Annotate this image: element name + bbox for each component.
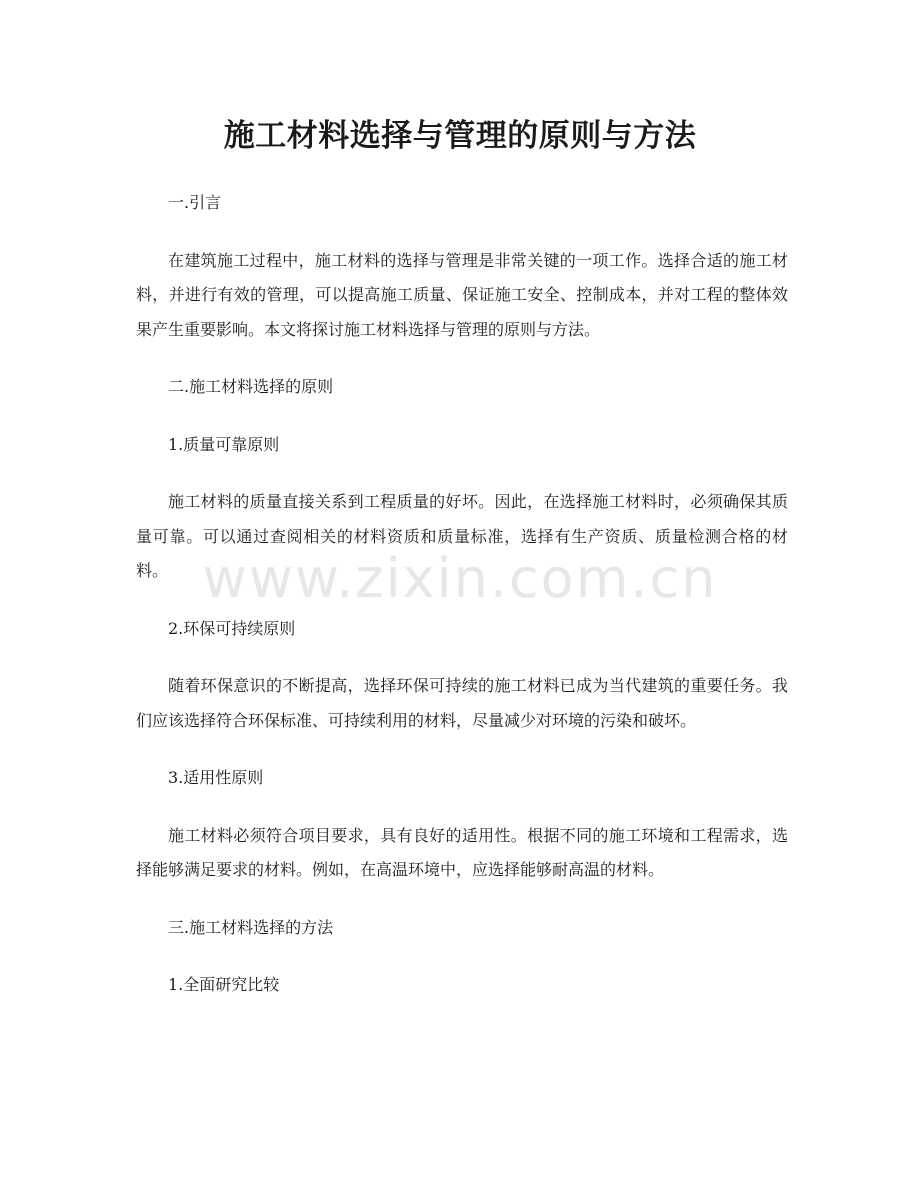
paragraph: 在建筑施工过程中，施工材料的选择与管理是非常关键的一项工作。选择合适的施工材料，并进行有效的管理，可以提高施工质量、保证施工安全、控制成本，并对工程的整体效果产生重要影响。本文将探讨施工材料选择与管理的原则与方法。 [136,250,788,339]
watermark: www.zixin.com.cn [202,547,718,610]
subsection-heading: 1.质量可靠原则 [168,434,280,454]
subsection-heading: 2.环保可持续原则 [168,618,296,638]
paragraph: 随着环保意识的不断提高，选择环保可持续的施工材料已成为当代建筑的重要任务。我们应该选择符合环保标准、可持续利用的材料，尽量减少对环境的污染和破坏。 [136,676,788,730]
paragraph: 施工材料的质量直接关系到工程质量的好坏。因此，在选择施工材料时，必须确保其质量可靠。可以通过查阅相关的材料资质和质量标准，选择有生产资质、质量检测合格的材料。 [136,492,788,580]
paragraph: 施工材料必须符合项目要求，具有良好的适用性。根据不同的施工环境和工程需求，选择能够满足要求的材料。例如，在高温环境中，应选择能够耐高温的材料。 [136,825,788,879]
document-body [136,186,788,1026]
section-heading: 三.施工材料选择的方法 [168,917,334,937]
section-heading: 一.引言 [168,193,222,212]
section-heading: 二.施工材料选择的原则 [168,377,334,396]
document-title: 施工材料选择与管理的原则与方法 [223,118,697,154]
subsection-heading: 3.适用性原则 [168,768,264,787]
subsection-heading: 1.全面研究比较 [168,975,280,994]
